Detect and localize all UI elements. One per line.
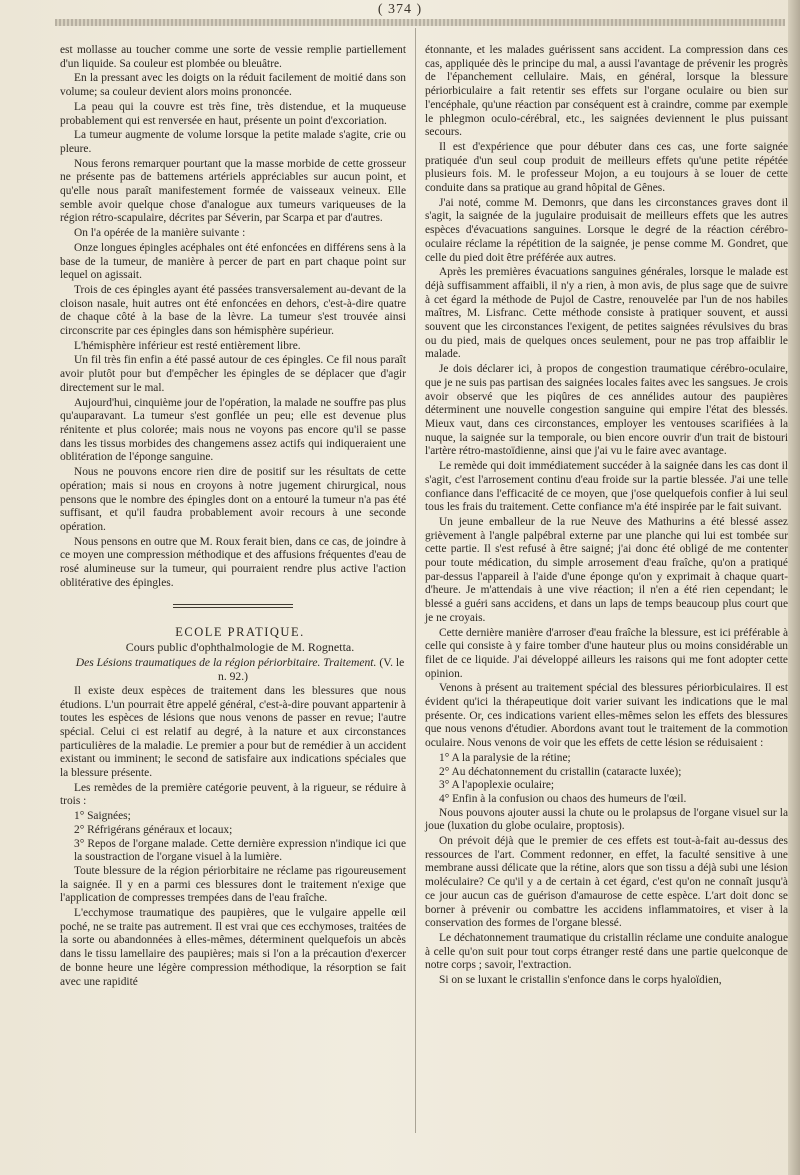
paragraph: Nous ferons remarquer pourtant que la masse morbide de cette grosseur ne présente pas de battemens artériels appréciables sur aucun point, et qu'elle nous paraît manifestement formée de vaisseaux veineux. Elle semble avoir quelque chose d'analogue aux tumeurs variqueuses de la région rétro-scapulaire, décrites par Séverin, par Scarpa et par d'autres. (60, 157, 406, 225)
paragraph: Nous ne pouvons encore rien dire de positif sur les résultats de cette opération; mais si nous en croyons à notre jugement chirurgical, nous pensons que le nombre des épingles dont on a entouré la tumeur n'a pas été suffisant, et qu'il faudra probablement avoir recours à une seconde opération. (60, 466, 406, 533)
effects-list (425, 752, 788, 807)
paragraph: L'hémisphère inférieur est resté entièrement libre. (74, 339, 301, 352)
paragraph: Nous pensons en outre que M. Roux ferait bien, dans ce cas, de joindre à ce moyen une compression méthodique et des affusions fréquentes d'eau de rosé alumineuse sur la tumeur, qui pourraient rendre plus active l'action oblitérative des épingles. (60, 535, 406, 589)
paragraph: Le déchatonnement traumatique du cristallin réclame une conduite analogue à celle qu'on suit pour tout corps étranger resté dans une partie quelconque de notre corps ; savoir, l'extraction. (425, 932, 788, 972)
left-column (60, 44, 406, 990)
paragraph: Je dois déclarer ici, à propos de congestion traumatique cérébro-oculaire, que je ne suis pas partisan des saignées locales faites avec les sangsues. Je crois avoir observé que les piqûres de ces annélides autour des paupières déterminent une nouvelle congestion sanguine qui empire l'état des blessés. Mieux vaut, dans ces circonstances, employer les ventouses scarifiées à la nuque, la saignée sur la temporale, ou bien encore ouvrir d'un trait de bistouri l'artère rétro-mastoïdienne, ainsi que j'ai vu le faire avec avantage. (425, 363, 788, 458)
paragraph: Il est d'expérience que pour débuter dans ces cas, une forte saignée pratiquée d'un seul coup produit de meilleurs effets qu'une petite répétée plusieurs fois. M. le professeur Mojon, a eu toujours à se louer de cette conduite dans sa pratique au grand hôpital de Gênes. (425, 140, 788, 195)
paragraph: La tumeur augmente de volume lorsque la petite malade s'agite, crie ou pleure. (60, 129, 406, 155)
paragraph: Un jeune emballeur de la rue Neuve des Mathurins a été blessé assez grièvement à l'angle palpébral externe par une planche qui lui est tombée sur cette partie. Il s'est refusé à être saigné; j'ai donc été obligé de me contenter pour toute médication, du simple arrosement d'eau fraîche, qu'on a pratiqué par-dessus l'appareil à l'aide d'une éponge qu'on y exprimait à chaque quart-d'heure. Je m'attendais à une vive réaction; il n'en a été rien cependant; le blessé a guéri sans accidens, et dans un laps de temps beaucoup plus court que je ne croyais. (425, 515, 788, 624)
paragraph: Si on se luxant le cristallin s'enfonce dans le corps hyaloïdien, (439, 974, 722, 987)
right-column (425, 44, 788, 989)
section-separator (173, 604, 293, 608)
section-heading: ECOLE PRATIQUE. (175, 625, 305, 640)
column-divider (415, 28, 416, 1133)
list-item: 3° A l'apoplexie oculaire; (439, 779, 555, 792)
subtitle-text: Des Lésions traumatiques de la région périorbitaire. Traitement. (75, 655, 377, 669)
list-item: 1° A la paralysie de la rétine; (439, 751, 571, 764)
paragraph: étonnante, et les malades guérissent sans accident. La compression dans ces cas, appliquée dès le principe du mal, a aussi l'avantage de prévenir les progrès de l'épanchement cellulaire. Mais, en général, lorsque la blessure périorbiculaire a fait retentir ses effets sur l'organe oculaire ou bien sur l'encéphale, qu'une réaction par conséquent est à craindre, comme par exemple le phlegmon oculo-cérébral, etc., les saignées deviennent le plus puissant secours. (425, 44, 788, 139)
course-heading: Cours public d'ophthalmologie de M. Rognetta. (125, 640, 355, 655)
remedies-list (60, 810, 406, 865)
paragraph: On prévoit déjà que le premier de ces effets est tout-à-fait au-dessus des ressources de l'art. Comment redonner, en effet, la faculté sensitive à une membrane aussi délicate que la rétine, alors que son tissu a déjà subi une lésion moléculaire? Ce qu'il y a de certain à cet égard, c'est qu'on ne connaît jusqu'à ce jour aucun cas de guérison d'amaurose de cette espèce. L'art doit donc se borner à prévenir ou combattre les accidens inflammatoires, et viser à la conservation des formes de l'organe blessé. (425, 835, 788, 930)
top-rule (55, 19, 785, 26)
article-subtitle (60, 656, 406, 684)
paragraph: Un fil très fin enfin a été passé autour de ces épingles. Ce fil nous paraît avoir plutôt pour but d'empêcher les épingles de se déplacer que d'agir directement sur le mal. (60, 354, 406, 394)
paragraph: La peau qui la couvre est très fine, très distendue, et la muqueuse probablement qui est renversée en haut, présente un point d'excoriation. (60, 100, 406, 127)
paragraph: Toute blessure de la région périorbitaire ne réclame pas rigoureusement la saignée. Il y en a parmi ces blessures dont le traitement n'exige que l'application de compresses trempées dans de l'eau fraîche. (60, 864, 406, 905)
paragraph: Trois de ces épingles ayant été passées transversalement au-devant de la cloison nasale, huit autres ont été enfoncées en dehors, c'est-à-dire quatre de chaque côté à la base de la lèvre. La tumeur s'est trouvée ainsi circonscrite par ces épingles dans son hémisphère supérieur. (60, 283, 406, 338)
paragraph: Cette dernière manière d'arroser d'eau fraîche la blessure, est ici préférable à celle qui consiste à y faire tomber d'une hauteur plus ou moins considérable un filet de ce liquide. J'ai développé ailleurs les raisons qui me font adopter cette opinion. (425, 626, 788, 680)
page-edge-shadow (788, 0, 800, 1175)
list-item: 3° Repos de l'organe malade. Cette dernière expression n'indique ici que la soustraction de l'organe visuel à la lumière. (74, 837, 406, 864)
paragraph: Venons à présent au traitement spécial des blessures périorbiculaires. Il est évident qu'ici la thérapeutique doit varier suivant les indications que le mal présente. Or, ces indications varient elles-mêmes selon les effets des blessures que nous venons d'étudier. Abordons avant tout le traitement de la commotion oculaire. Nous venons de voir que les effets de cette lésion se réduisaient : (425, 682, 788, 750)
paragraph: Après les premières évacuations sanguines générales, lorsque le malade est déjà suffisamment affaibli, il n'y a rien, à mon avis, de plus sage que de suivre à cet égard la méthode de Pujol de Castre, renouvelée par l'un de nos habiles maîtres, M. Lisfranc. Cette méthode consiste à pratiquer souvent, et aussi souvent que les circonstances l'exigent, de petites saignées révulsives du bras ou du pied, mais de quelques onces seulement, pour ne pas trop affaiblir le malade. (425, 266, 788, 361)
list-item: 2° Réfrigérans généraux et locaux; (74, 823, 233, 836)
list-item: 4° Enfin à la confusion ou chaos des humeurs de l'œil. (439, 792, 687, 805)
paragraph: L'ecchymose traumatique des paupières, que le vulgaire appelle œil poché, ne se traite pas autrement. Il est vrai que ces ecchymoses, traitées de la sorte ou abandonnées à elles-mêmes, déterminent quelquefois un abcès dans le tissu lamellaire des paupières; mais si l'on a la précaution d'exercer de bonne heure une légère compression méthodique, la résorption se fait avec une rapidité (60, 907, 406, 988)
page-number: ( 374 ) (377, 2, 423, 17)
list-item: 2° Au déchatonnement du cristallin (cataracte luxée); (439, 765, 682, 778)
paragraph: Il existe deux espèces de traitement dans les blessures que nous étudions. L'un pourrait être appelé général, c'est-à-dire pouvant appartenir à toutes les espèces de lésions que nous venons de passer en revue; l'autre spécial. Celui ci est relatif au degré, à la nature et aux circonstances particulières de la maladie. Le premier a pour but de remédier à un accident existant ou imminent; le second de satisfaire aux indications spéciales que la blessure présente. (60, 684, 406, 780)
paragraph: J'ai noté, comme M. Demonrs, que dans les circonstances graves dont il s'agit, la saignée de la jugulaire produisait de meilleurs effets que les autres espèces d'évacuations sanguines. Lorsque le degré de la réaction cérébro-oculaire réclame la répétition de la saignée, je pense comme M. Gondret, que celle du pied doit être préférée aux autres. (425, 196, 788, 264)
paragraph: Le remède qui doit immédiatement succéder à la saignée dans les cas dont il s'agit, c'est l'arrosement continu d'eau froide sur la partie blessée. J'ai une telle confiance dans l'efficacité de ce moyen, que j'ose quelquefois confier à lui seul tous les frais du traitement. Cette confiance m'a été inspirée par le fait suivant. (425, 460, 788, 514)
list-item: 1° Saignées; (74, 810, 131, 823)
paragraph: est mollasse au toucher comme une sorte de vessie remplie partiellement d'un liquide. Sa couleur est plombée ou bleuâtre. (60, 44, 406, 70)
subtitle-reference: (V. le n. 92.) (218, 655, 405, 683)
paragraph: En la pressant avec les doigts on la réduit facilement de moitié dans son volume; sa couleur devient alors moins prononcée. (60, 72, 406, 99)
paragraph: On l'a opérée de la manière suivante : (74, 227, 246, 240)
paragraph: Nous pouvons ajouter aussi la chute ou le prolapsus de l'organe visuel sur la joue (luxation du globe oculaire, proptosis). (425, 806, 788, 833)
paragraph: Les remèdes de la première catégorie peuvent, à la rigueur, se réduire à trois : (60, 781, 406, 808)
paragraph: Onze longues épingles acéphales ont été enfoncées en différens sens à la base de la tumeur, de manière à percer de part en part chaque point sur lequel on agissait. (60, 241, 406, 282)
paragraph: Aujourd'hui, cinquième jour de l'opération, la malade ne souffre pas plus qu'auparavant. La tumeur s'est gonflée un peu; elle est devenue plus rénitente et plus colorée; mais nous ne voyons pas encore qu'il se passe dans les tissus morbides des changemens assez actifs qui indiqueraient une oblitération de l'éponge sanguine. (60, 396, 406, 464)
